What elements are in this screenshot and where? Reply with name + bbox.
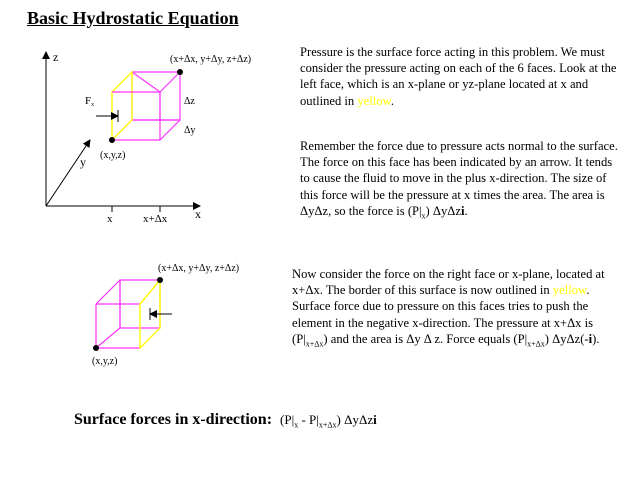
force-arrow-2 (150, 308, 172, 320)
para2-sub1: x (421, 211, 426, 221)
para3-text1: Now consider the force on the right face or x-plane, located at x+Δx. The border of this surface is now outlined in (292, 267, 605, 298)
para3-end: ). (592, 331, 600, 346)
dz-label: Δz (184, 96, 195, 107)
figure1-cube (112, 72, 180, 140)
paragraph-force-right-face (292, 266, 622, 353)
para1-after: . (390, 93, 394, 108)
z-axis-label: z (53, 50, 59, 64)
fig2-top-corner-label: (x+Δx, y+Δy, z+Δz) (158, 263, 240, 274)
fig2-corner-dot-top (157, 277, 163, 283)
y-axis-label: y (80, 155, 86, 169)
top-corner-label: (x+Δx, y+Δy, z+Δz) (170, 54, 252, 65)
dy-label: Δy (184, 125, 196, 136)
y-axis-line (46, 140, 90, 206)
para2-bold: i (460, 203, 465, 218)
fig2-origin-corner-label: (x,y,z) (92, 356, 118, 367)
para3-bold: i (588, 331, 593, 346)
para1-text: Pressure is the surface force acting in this problem. We must consider the pressure acting on each of the 6 faces. Look at the left face, which is an x-plane or yz-plane located at x and outlined in (300, 45, 617, 108)
tick-x-label: x (107, 213, 113, 225)
x-axis-label: x (195, 207, 201, 221)
tick-xdx-label: x+Δx (143, 213, 168, 225)
para2-text1: Remember the force due to pressure acts normal to the surface. The force on this face has been indicated by an arrow. It tends to cause the fluid to move in the plus x-direction. The size of this force will be the pressure at x times the area. The area is ΔyΔz, so the force is (P| (300, 139, 618, 218)
fig2-corner-dot-origin (93, 345, 99, 351)
origin-corner-label: (x,y,z) (100, 150, 126, 161)
para3-text3: ) and the area is Δy Δ z. Force equals (P| (323, 331, 528, 346)
para3-sub2: x+Δx (527, 339, 545, 349)
summary-label: Surface forces in x-direction: (74, 411, 273, 428)
summary-equation (74, 411, 377, 430)
para3-highlight: yellow (552, 283, 587, 298)
corner-dot-top (177, 69, 183, 75)
corner-dot-origin (109, 137, 115, 143)
para1-highlight: yellow (357, 93, 391, 108)
para3-text2: . Surface force due to pressure on this faces tries to push the element in the negative x-direction. The pressure at x+Δx is (P| (292, 283, 594, 346)
para3-sub1: x+Δx (305, 339, 324, 349)
page-title: Basic Hydrostatic Equation (27, 8, 239, 28)
paragraph-pressure-intro (300, 44, 620, 109)
para2-end: . (464, 203, 468, 218)
summary-expression: $(P|_x - P|_{x+\Delta x})$ ΔyΔzi (280, 412, 377, 430)
force-arrow (96, 110, 118, 122)
force-label: Fx (85, 95, 95, 108)
para2-text2: ) ΔyΔz (425, 203, 461, 218)
paragraph-force-left-face (300, 138, 620, 225)
para3-text4: ) ΔyΔz(- (544, 331, 589, 346)
